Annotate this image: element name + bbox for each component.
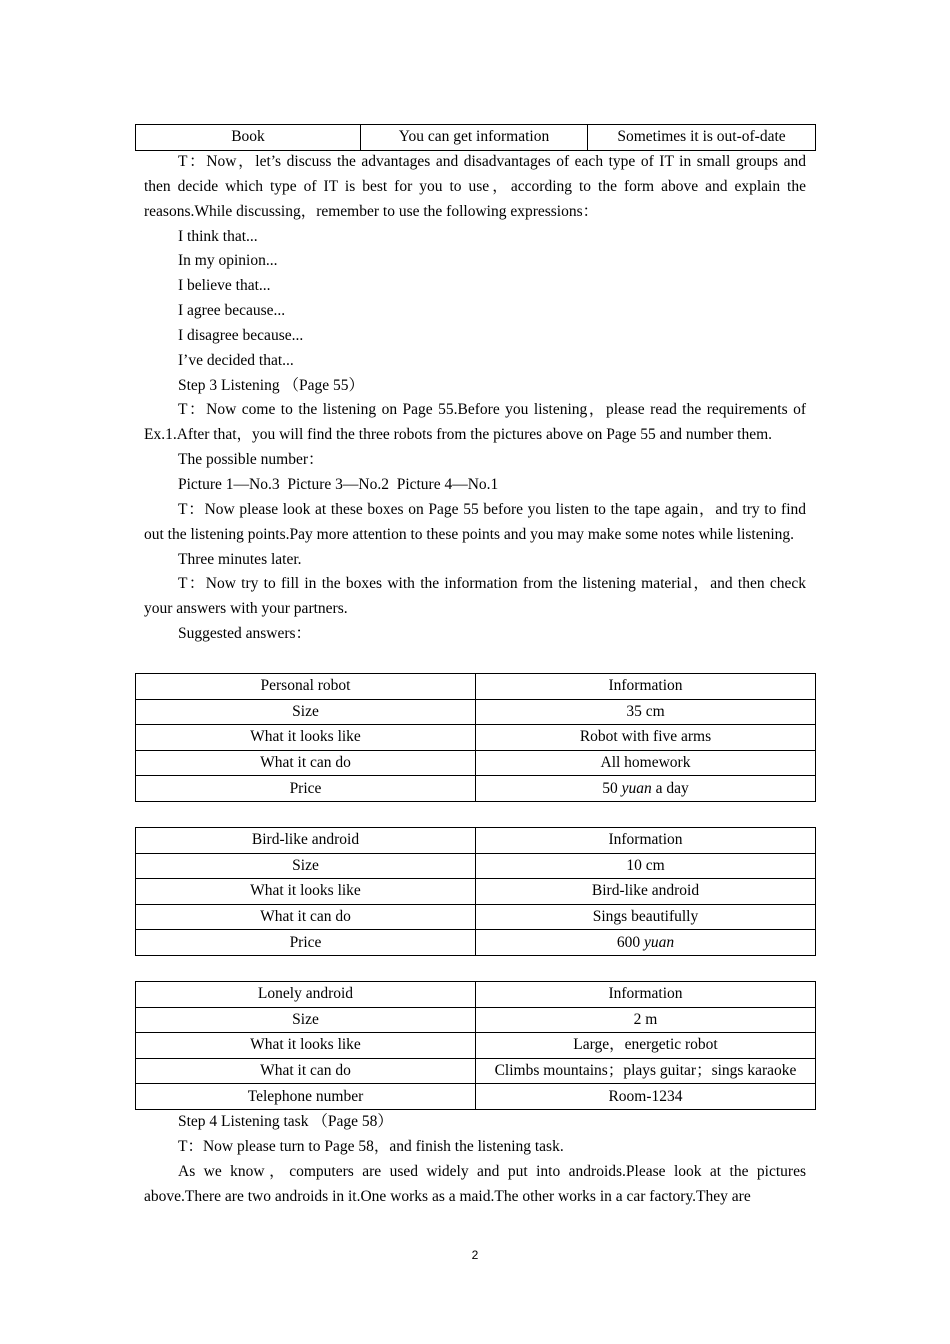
table-cell: Bird-like android (476, 879, 816, 905)
table-row (136, 725, 816, 751)
possible-number-answer: Picture 1—No.3 Picture 3—No.2 Picture 4—No.1 (178, 475, 499, 493)
table-row (136, 776, 816, 802)
price-currency: yuan (621, 779, 652, 797)
table-cell: Personal robot (136, 674, 476, 700)
expression-item: In my opinion... (178, 252, 278, 270)
table-cell: 10 cm (476, 853, 816, 879)
table-cell: What it can do (136, 1058, 476, 1084)
table-cell: Price (136, 930, 476, 956)
table-row (136, 1058, 816, 1084)
table-header-row (136, 828, 816, 854)
table-cell: Size (136, 1007, 476, 1033)
step4-paragraph: As we know，computers are used widely and put into androids.Please look at the pictures above.There are two androids in it.One works as a maid.The other works in a car factory.They are (144, 1162, 806, 1205)
price-amount: 600 (616, 933, 641, 951)
table-cell: What it looks like (136, 725, 476, 751)
table-cell: What it can do (136, 904, 476, 930)
price-currency: yuan (643, 933, 675, 951)
step4-heading: Step 4 Listening task （Page 58） (178, 1113, 393, 1130)
expression-item: I’ve decided that... (178, 351, 294, 369)
discussion-intro: T：Now，let’s discuss the advantages and disadvantages of each type of IT in small groups and then decide which type of IT is best for you to use，according to the form above and explain the reasons.While discussing，remember to use the following expressions： (144, 153, 806, 220)
table-row (136, 750, 816, 776)
step3-heading: Step 3 Listening （Page 55） (178, 376, 364, 394)
page-number: 2 (471, 1248, 479, 1262)
expression-item: I believe that... (178, 277, 271, 295)
table-cell: 35 cm (476, 699, 816, 725)
table-cell: Robot with five arms (476, 725, 816, 751)
lonely-android-table (135, 981, 816, 1110)
price-unit: a day (655, 779, 689, 797)
table-cell: Bird-like android (136, 828, 476, 854)
table-cell: What it looks like (136, 1033, 476, 1059)
table-cell: What it can do (136, 750, 476, 776)
table-cell: You can get information (361, 125, 588, 151)
table-row (136, 699, 816, 725)
table-cell: Information (476, 674, 816, 700)
three-minutes-later: Three minutes later. (178, 550, 302, 568)
table-cell: All homework (476, 750, 816, 776)
expression-item: I agree because... (178, 302, 286, 320)
table-cell: Size (136, 853, 476, 879)
table-row (136, 1084, 816, 1110)
step3-paragraph: T：Now please look at these boxes on Page 55 before you listen to the tape again，and try to find out the listening points.Pay more attention to these points and you may make some notes while listening. (144, 500, 806, 543)
table-row (136, 1007, 816, 1033)
table-cell: What it looks like (136, 879, 476, 905)
step4-paragraph: T：Now please turn to Page 58，and finish the listening task. (178, 1137, 564, 1155)
table-row (136, 930, 816, 956)
table-cell: Lonely android (136, 982, 476, 1008)
expression-item: I think that... (178, 227, 258, 245)
table-cell: 2 m (476, 1007, 816, 1033)
expression-item: I disagree because... (178, 326, 304, 344)
table-row (136, 904, 816, 930)
table-row (136, 125, 816, 151)
main-text-block (144, 150, 806, 647)
table-cell: Size (136, 699, 476, 725)
it-comparison-table-fragment (135, 124, 816, 151)
table-cell: Climbs mountains；plays guitar；sings karaoke (476, 1058, 816, 1084)
possible-number-label: The possible number： (178, 451, 324, 469)
table-cell: Sometimes it is out-of-date (588, 125, 816, 151)
step3-paragraph: T：Now try to fill in the boxes with the information from the listening material，and then check your answers with your partners. (144, 575, 806, 618)
table-cell: Information (476, 982, 816, 1008)
table-cell: Book (136, 125, 361, 151)
table-row (136, 1033, 816, 1059)
table-cell (476, 776, 816, 802)
table-cell: Large，energetic robot (476, 1033, 816, 1059)
table-cell: Price (136, 776, 476, 802)
bird-like-android-table (135, 827, 816, 956)
table-row (136, 879, 816, 905)
table-cell (476, 930, 816, 956)
suggested-answers-label: Suggested answers： (178, 625, 312, 643)
step4-text-block (144, 1110, 806, 1209)
table-header-row (136, 674, 816, 700)
table-cell: Telephone number (136, 1084, 476, 1110)
table-cell: Room-1234 (476, 1084, 816, 1110)
table-header-row (136, 982, 816, 1008)
table-cell: Sings beautifully (476, 904, 816, 930)
price-amount: 50 (602, 779, 618, 797)
step3-paragraph: T：Now come to the listening on Page 55.Before you listening，please read the requirements of Ex.1.After that，you will find the three robots from the pictures above on Page 55 and number them. (144, 401, 806, 444)
personal-robot-table (135, 673, 816, 802)
table-cell: Information (476, 828, 816, 854)
table-row (136, 853, 816, 879)
